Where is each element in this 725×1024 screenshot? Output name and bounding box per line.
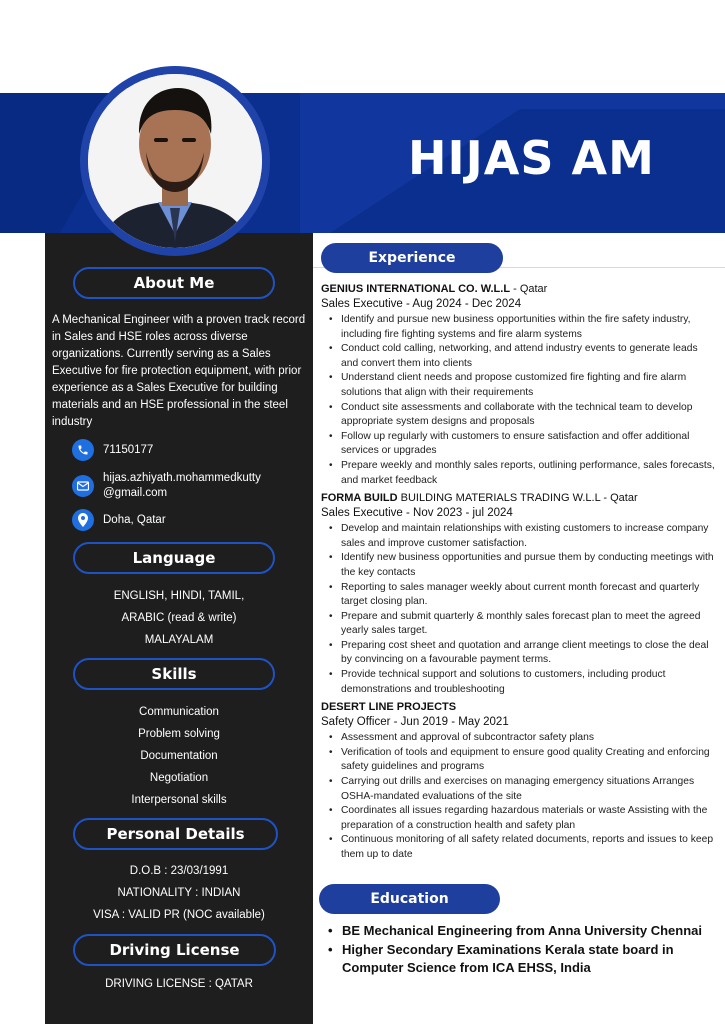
company-name: GENIUS INTERNATIONAL CO. W.L.L: [321, 283, 511, 295]
profile-photo-frame: [80, 66, 270, 256]
job-bullet: • Conduct site assessments and collaborate with the technical team to develop appropriate system designs and proposals: [341, 401, 717, 430]
language-item: ENGLISH, HINDI, TAMIL,: [113, 590, 245, 602]
job-bullet: • Prepare and submit quarterly & monthly sales forecast plan to meet the agreed yearly sales target.: [341, 610, 717, 639]
language-item: MALAYALAM: [144, 634, 214, 646]
job-entry: [321, 700, 717, 862]
job-bullet: • Carrying out drills and exercises on managing emergency situations Arranges OSHA-mandated evaluations of the site: [341, 775, 717, 804]
language-list: [45, 585, 313, 651]
job-bullet: • Provide technical support and solutions to customers, including product demonstrations and troubleshooting: [341, 668, 717, 697]
job-bullet: • Identify and pursue new business opportunities within the fire safety industry, including fire fighting systems and fire alarm systems: [341, 313, 717, 342]
job-company: [321, 491, 717, 505]
skill-item: Negotiation: [149, 772, 209, 784]
email-contact: [72, 471, 261, 501]
job-entry: [321, 282, 717, 488]
education-item: • BE Mechanical Engineering from Anna University Chennai: [342, 922, 725, 940]
language-heading: Language: [73, 542, 275, 574]
phone-icon: [72, 439, 94, 461]
job-bullets: [321, 313, 717, 488]
company-location: BUILDING MATERIALS TRADING W.L.L - Qatar: [397, 492, 638, 505]
language-item: ARABIC (read & write): [121, 612, 237, 624]
job-bullet: • Develop and maintain relationships with existing customers to increase company sales and improve customer satisfaction.: [341, 522, 717, 551]
personal-detail: D.O.B : 23/03/1991: [129, 865, 229, 877]
job-bullet: • Verification of tools and equipment to ensure good quality Creating and enforcing safety guidelines and programs: [341, 746, 717, 775]
job-role: Sales Executive - Aug 2024 - Dec 2024: [321, 298, 522, 310]
company-name: FORMA BUILD: [321, 492, 398, 505]
job-bullet: • Conduct cold calling, networking, and attend industry events to generate leads and convert them into clients: [341, 342, 717, 371]
email-line-1: hijas.azhiyath.mohammedkutty: [103, 472, 261, 484]
personal-details-list: [45, 860, 313, 926]
job-bullet: • Identify new business opportunities and pursue them by conducting meetings with the key contacts: [341, 551, 717, 580]
job-bullet: • Continuous monitoring of all safety related documents, reports and issues to keep them up to date: [341, 833, 717, 862]
skill-item: Problem solving: [138, 728, 220, 740]
skill-item: Communication: [139, 706, 219, 718]
email-address: [103, 471, 261, 501]
job-bullet: • Coordinates all issues regarding hazardous materials or waste Assisting with the preparation of a construction health and safety plan: [341, 804, 717, 833]
sidebar: [45, 233, 313, 1024]
personal-detail: VISA : VALID PR (NOC available): [93, 909, 265, 921]
education-heading: Education: [319, 884, 500, 914]
job-bullet: • Prepare weekly and monthly sales reports, outlining performance, sales forecasts, and market feedback: [341, 459, 717, 488]
job-bullet: • Follow up regularly with customers to ensure satisfaction and offer additional services or upgrades: [341, 430, 717, 459]
company-location: - Qatar: [510, 283, 548, 295]
skill-item: Interpersonal skills: [131, 794, 227, 806]
location-text: Doha, Qatar: [103, 514, 166, 526]
job-bullet: • Preparing cost sheet and quotation and arrange client meetings to close the deal by convincing on a favourable payment terms.: [341, 639, 717, 668]
phone-contact: [72, 439, 153, 461]
location-pin-icon: [72, 509, 94, 531]
location-contact: [72, 509, 166, 531]
job-entry: [321, 491, 717, 697]
driving-license-heading: Driving License: [73, 934, 276, 966]
education-list: [328, 922, 725, 978]
phone-number: 71150177: [103, 444, 154, 456]
skills-heading: Skills: [73, 658, 275, 690]
job-role: Sales Executive - Nov 2023 - jul 2024: [321, 507, 513, 520]
email-line-2: @gmail.com: [103, 487, 168, 499]
personal-detail: NATIONALITY : INDIAN: [117, 887, 241, 899]
experience-section: [321, 279, 717, 863]
job-bullet: • Reporting to sales manager weekly about current month forecast and quarterly target closing plan.: [341, 581, 717, 610]
education-item: • Higher Secondary Examinations Kerala state board in Computer Science from ICA EHSS, India: [342, 941, 725, 977]
company-name: DESERT LINE PROJECTS: [321, 701, 457, 714]
about-me-text: A Mechanical Engineer with a proven track record in Sales and HSE roles across diverse organizations. Currently serving as a Sales Executive for fire protection equipment, with prior experience as a Sales Executive for building materials and an HSE professional in the steel industry: [52, 314, 306, 428]
job-bullet: • Assessment and approval of subcontractor safety plans: [341, 731, 717, 746]
skills-list: [45, 701, 313, 811]
experience-heading: Experience: [321, 243, 503, 273]
job-bullets: [321, 731, 717, 862]
driving-license-text: DRIVING LICENSE : QATAR: [105, 978, 253, 990]
job-bullets: [321, 522, 717, 697]
avatar-portrait: [88, 74, 262, 248]
profile-photo: [88, 74, 262, 248]
candidate-name: HIJAS AM: [408, 131, 655, 185]
skill-item: Documentation: [140, 750, 218, 762]
job-bullet: • Understand client needs and propose customized fire fighting and fire alarm solutions that align with their requirements: [341, 371, 717, 400]
job-role: Safety Officer - Jun 2019 - May 2021: [321, 716, 509, 729]
job-company: [321, 282, 717, 296]
about-me-heading: About Me: [73, 267, 275, 299]
job-company: [321, 700, 717, 714]
personal-details-heading: Personal Details: [73, 818, 278, 850]
email-icon: [72, 475, 94, 497]
